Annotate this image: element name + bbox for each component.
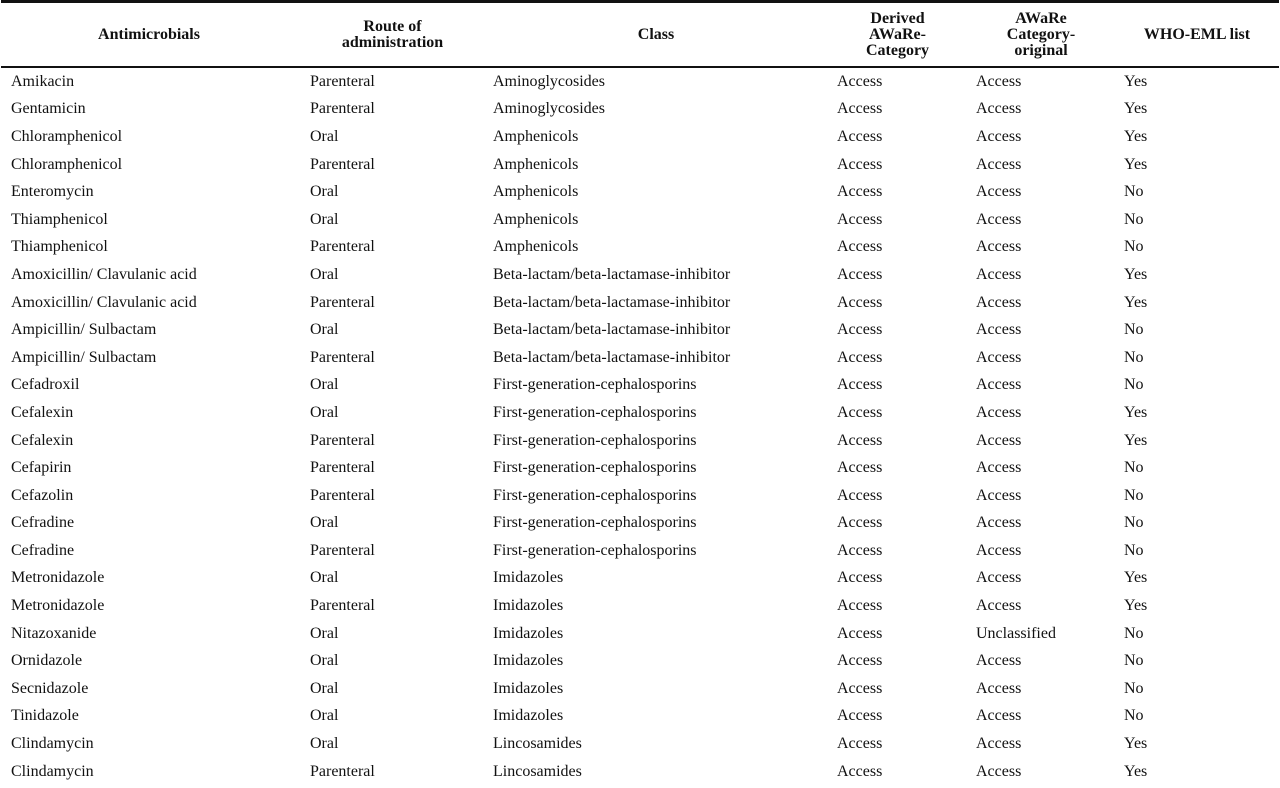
table-row	[1, 565, 1279, 593]
cell-derived-aware-category: Access	[837, 183, 883, 201]
cell-derived-aware-category: Access	[837, 376, 883, 394]
cell-who-eml: No	[1124, 679, 1144, 697]
cell-class: Beta-lactam/beta-lactamase-inhibitor	[493, 265, 731, 283]
cell-aware-category-original: Access	[976, 514, 1022, 532]
cell-derived-aware-category: Access	[837, 293, 883, 311]
cell-aware-category-original: Access	[976, 376, 1022, 394]
header-derived-aware-category: Derived AWaRe-Category	[865, 9, 930, 59]
cell-class: Beta-lactam/beta-lactamase-inhibitor	[493, 348, 731, 366]
cell-antimicrobial: Amoxicillin/ Clavulanic acid	[11, 265, 197, 283]
cell-route: Oral	[310, 514, 339, 532]
cell-aware-category-original: Access	[976, 100, 1022, 118]
cell-who-eml: Yes	[1124, 127, 1148, 145]
cell-route: Oral	[310, 376, 339, 394]
cell-class: First-generation-cephalosporins	[493, 431, 697, 449]
cell-route: Parenteral	[310, 293, 375, 311]
cell-antimicrobial: Enteromycin	[11, 183, 94, 201]
cell-aware-category-original: Access	[976, 652, 1022, 670]
cell-antimicrobial: Cefradine	[11, 514, 75, 532]
cell-who-eml: Yes	[1124, 293, 1148, 311]
cell-aware-category-original: Access	[976, 403, 1022, 421]
table-row	[1, 675, 1279, 703]
cell-aware-category-original: Access	[976, 210, 1022, 228]
cell-antimicrobial: Thiamphenicol	[11, 238, 108, 256]
cell-class: Imidazoles	[493, 624, 564, 642]
cell-derived-aware-category: Access	[837, 459, 883, 477]
cell-who-eml: Yes	[1124, 403, 1148, 421]
cell-derived-aware-category: Access	[837, 100, 883, 118]
cell-who-eml: No	[1124, 459, 1144, 477]
cell-who-eml: No	[1124, 541, 1144, 559]
cell-antimicrobial: Cefadroxil	[11, 376, 80, 394]
cell-class: Imidazoles	[493, 707, 564, 725]
table-row	[1, 289, 1279, 317]
table-row	[1, 399, 1279, 427]
cell-derived-aware-category: Access	[837, 431, 883, 449]
cell-who-eml: Yes	[1124, 431, 1148, 449]
cell-class: Lincosamides	[493, 735, 582, 753]
antimicrobials-table	[1, 0, 1279, 785]
cell-route: Parenteral	[310, 238, 375, 256]
header-class: Class	[637, 25, 675, 43]
cell-route: Oral	[310, 127, 339, 145]
cell-antimicrobial: Clindamycin	[11, 735, 94, 753]
cell-who-eml: No	[1124, 348, 1144, 366]
cell-class: Amphenicols	[493, 238, 579, 256]
cell-route: Parenteral	[310, 541, 375, 559]
table-row	[1, 261, 1279, 289]
cell-derived-aware-category: Access	[837, 486, 883, 504]
cell-class: First-generation-cephalosporins	[493, 541, 697, 559]
cell-class: Imidazoles	[493, 679, 564, 697]
cell-aware-category-original: Access	[976, 569, 1022, 587]
cell-aware-category-original: Access	[976, 348, 1022, 366]
cell-class: Amphenicols	[493, 210, 579, 228]
cell-class: Beta-lactam/beta-lactamase-inhibitor	[493, 293, 731, 311]
table-row	[1, 620, 1279, 648]
cell-route: Parenteral	[310, 762, 375, 780]
cell-antimicrobial: Ornidazole	[11, 652, 83, 670]
cell-who-eml: No	[1124, 486, 1144, 504]
cell-derived-aware-category: Access	[837, 762, 883, 780]
table-row	[1, 234, 1279, 262]
cell-derived-aware-category: Access	[837, 403, 883, 421]
cell-aware-category-original: Unclassified	[976, 624, 1056, 642]
table-row	[1, 316, 1279, 344]
cell-route: Oral	[310, 569, 339, 587]
cell-derived-aware-category: Access	[837, 72, 883, 90]
cell-who-eml: No	[1124, 210, 1144, 228]
cell-derived-aware-category: Access	[837, 127, 883, 145]
table-header	[1, 2, 1279, 68]
cell-route: Oral	[310, 183, 339, 201]
cell-antimicrobial: Nitazoxanide	[11, 624, 97, 642]
cell-aware-category-original: Access	[976, 431, 1022, 449]
cell-route: Oral	[310, 652, 339, 670]
cell-who-eml: Yes	[1124, 100, 1148, 118]
cell-who-eml: Yes	[1124, 155, 1148, 173]
cell-aware-category-original: Access	[976, 459, 1022, 477]
cell-class: Amphenicols	[493, 155, 579, 173]
cell-aware-category-original: Access	[976, 762, 1022, 780]
cell-derived-aware-category: Access	[837, 514, 883, 532]
cell-aware-category-original: Access	[976, 735, 1022, 753]
cell-derived-aware-category: Access	[837, 707, 883, 725]
cell-class: Imidazoles	[493, 597, 564, 615]
cell-route: Parenteral	[310, 486, 375, 504]
cell-route: Oral	[310, 735, 339, 753]
cell-class: First-generation-cephalosporins	[493, 376, 697, 394]
cell-derived-aware-category: Access	[837, 597, 883, 615]
table-row	[1, 510, 1279, 538]
cell-aware-category-original: Access	[976, 155, 1022, 173]
cell-antimicrobial: Cefradine	[11, 541, 75, 559]
cell-route: Parenteral	[310, 100, 375, 118]
cell-class: Amphenicols	[493, 127, 579, 145]
table-row	[1, 703, 1279, 731]
cell-antimicrobial: Clindamycin	[11, 762, 94, 780]
cell-antimicrobial: Tinidazole	[11, 707, 79, 725]
cell-class: Aminoglycosides	[493, 100, 605, 118]
header-aware-category-original: AWaRe Category-original	[1006, 9, 1076, 59]
table-row	[1, 151, 1279, 179]
cell-derived-aware-category: Access	[837, 321, 883, 339]
cell-derived-aware-category: Access	[837, 210, 883, 228]
cell-aware-category-original: Access	[976, 72, 1022, 90]
cell-route: Parenteral	[310, 597, 375, 615]
cell-antimicrobial: Amoxicillin/ Clavulanic acid	[11, 293, 197, 311]
cell-antimicrobial: Metronidazole	[11, 569, 105, 587]
cell-aware-category-original: Access	[976, 238, 1022, 256]
header-who-eml-list: WHO-EML list	[1143, 25, 1251, 43]
table-row	[1, 647, 1279, 675]
cell-derived-aware-category: Access	[837, 735, 883, 753]
cell-aware-category-original: Access	[976, 321, 1022, 339]
cell-aware-category-original: Access	[976, 127, 1022, 145]
cell-derived-aware-category: Access	[837, 238, 883, 256]
table-row	[1, 454, 1279, 482]
cell-derived-aware-category: Access	[837, 652, 883, 670]
cell-who-eml: No	[1124, 514, 1144, 532]
cell-derived-aware-category: Access	[837, 679, 883, 697]
cell-antimicrobial: Thiamphenicol	[11, 210, 108, 228]
cell-antimicrobial: Secnidazole	[11, 679, 89, 697]
cell-route: Parenteral	[310, 348, 375, 366]
cell-route: Oral	[310, 707, 339, 725]
table-row	[1, 482, 1279, 510]
cell-route: Oral	[310, 679, 339, 697]
cell-derived-aware-category: Access	[837, 624, 883, 642]
table-row	[1, 427, 1279, 455]
cell-antimicrobial: Gentamicin	[11, 100, 86, 118]
cell-aware-category-original: Access	[976, 597, 1022, 615]
cell-route: Oral	[310, 210, 339, 228]
table-row	[1, 206, 1279, 234]
table-body	[1, 67, 1279, 785]
table-row	[1, 178, 1279, 206]
cell-derived-aware-category: Access	[837, 541, 883, 559]
cell-derived-aware-category: Access	[837, 265, 883, 283]
header-row	[1, 2, 1279, 68]
cell-antimicrobial: Chloramphenicol	[11, 127, 123, 145]
cell-derived-aware-category: Access	[837, 348, 883, 366]
cell-aware-category-original: Access	[976, 293, 1022, 311]
cell-class: Amphenicols	[493, 183, 579, 201]
cell-class: Aminoglycosides	[493, 72, 605, 90]
table-row	[1, 67, 1279, 96]
table-row	[1, 592, 1279, 620]
cell-class: Imidazoles	[493, 569, 564, 587]
cell-who-eml: No	[1124, 321, 1144, 339]
cell-aware-category-original: Access	[976, 183, 1022, 201]
cell-antimicrobial: Cefalexin	[11, 431, 74, 449]
cell-class: Lincosamides	[493, 762, 582, 780]
table-row	[1, 730, 1279, 758]
cell-route: Oral	[310, 403, 339, 421]
table-row	[1, 758, 1279, 786]
cell-aware-category-original: Access	[976, 486, 1022, 504]
cell-who-eml: Yes	[1124, 597, 1148, 615]
cell-aware-category-original: Access	[976, 707, 1022, 725]
cell-antimicrobial: Cefazolin	[11, 486, 74, 504]
cell-derived-aware-category: Access	[837, 569, 883, 587]
cell-who-eml: No	[1124, 652, 1144, 670]
cell-antimicrobial: Chloramphenicol	[11, 155, 123, 173]
cell-route: Oral	[310, 321, 339, 339]
cell-route: Parenteral	[310, 72, 375, 90]
cell-who-eml: Yes	[1124, 735, 1148, 753]
cell-antimicrobial: Metronidazole	[11, 597, 105, 615]
cell-who-eml: No	[1124, 238, 1144, 256]
cell-route: Parenteral	[310, 431, 375, 449]
cell-route: Parenteral	[310, 459, 375, 477]
cell-class: First-generation-cephalosporins	[493, 486, 697, 504]
cell-derived-aware-category: Access	[837, 155, 883, 173]
cell-antimicrobial: Cefalexin	[11, 403, 74, 421]
cell-class: Imidazoles	[493, 652, 564, 670]
cell-who-eml: No	[1124, 624, 1144, 642]
cell-aware-category-original: Access	[976, 265, 1022, 283]
cell-aware-category-original: Access	[976, 541, 1022, 559]
cell-class: First-generation-cephalosporins	[493, 403, 697, 421]
header-antimicrobials: Antimicrobials	[98, 25, 200, 43]
cell-route: Parenteral	[310, 155, 375, 173]
table-row	[1, 537, 1279, 565]
cell-who-eml: Yes	[1124, 265, 1148, 283]
cell-antimicrobial: Ampicillin/ Sulbactam	[11, 321, 157, 339]
cell-aware-category-original: Access	[976, 679, 1022, 697]
cell-route: Oral	[310, 265, 339, 283]
cell-who-eml: Yes	[1124, 72, 1148, 90]
cell-class: First-generation-cephalosporins	[493, 514, 697, 532]
cell-who-eml: Yes	[1124, 762, 1148, 780]
cell-antimicrobial: Amikacin	[11, 72, 75, 90]
cell-who-eml: Yes	[1124, 569, 1148, 587]
cell-class: Beta-lactam/beta-lactamase-inhibitor	[493, 321, 731, 339]
cell-who-eml: No	[1124, 376, 1144, 394]
cell-class: First-generation-cephalosporins	[493, 459, 697, 477]
table-row	[1, 96, 1279, 124]
table-row	[1, 344, 1279, 372]
table-row	[1, 372, 1279, 400]
cell-antimicrobial: Ampicillin/ Sulbactam	[11, 348, 157, 366]
cell-antimicrobial: Cefapirin	[11, 459, 72, 477]
cell-route: Oral	[310, 624, 339, 642]
cell-who-eml: No	[1124, 707, 1144, 725]
header-route-of-administration: Route of administration	[341, 17, 444, 51]
cell-who-eml: No	[1124, 183, 1144, 201]
table-row	[1, 123, 1279, 151]
